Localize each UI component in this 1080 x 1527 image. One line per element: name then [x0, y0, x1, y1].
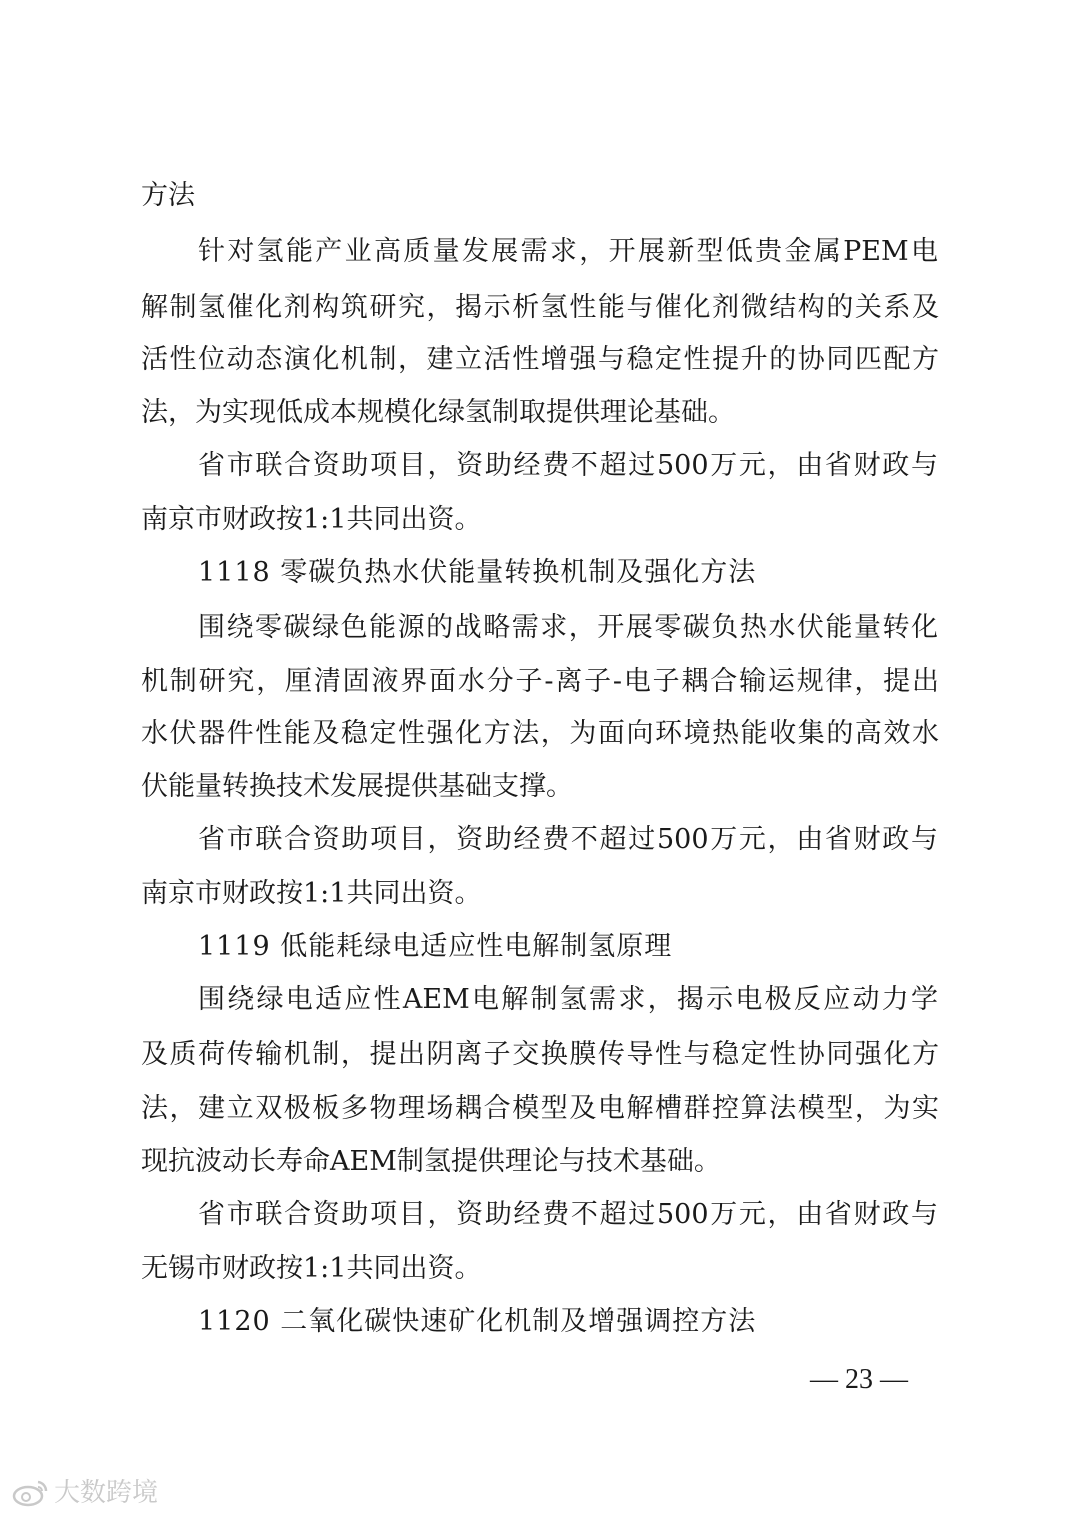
text-line: 围绕绿电适应性AEM电解制氢需求，揭示电极反应动力学	[198, 984, 938, 1015]
text-line: 活性位动态演化机制，建立活性增强与稳定性提升的协同匹配方	[141, 344, 939, 375]
text-line: 省市联合资助项目，资助经费不超过500万元，由省财政与	[198, 824, 938, 855]
text-line: 伏能量转换技术发展提供基础支撑。	[141, 771, 573, 802]
text-line: 南京市财政按1:1共同出资。	[141, 504, 482, 535]
text-line: 法，建立双极板多物理场耦合模型及电解槽群控算法模型，为实	[141, 1093, 939, 1124]
text-line: 法，为实现低成本规模化绿氢制取提供理论基础。	[141, 397, 735, 428]
text-line: 水伏器件性能及稳定性强化方法，为面向环境热能收集的高效水	[141, 718, 939, 749]
text-line: 解制氢催化剂构筑研究，揭示析氢性能与催化剂微结构的关系及	[141, 292, 939, 323]
section-heading: 1120 二氧化碳快速矿化机制及增强调控方法	[198, 1306, 757, 1337]
watermark-text: 大数跨境	[54, 1478, 159, 1508]
text-line: 南京市财政按1:1共同出资。	[141, 878, 482, 909]
text-line: 针对氢能产业高质量发展需求，开展新型低贵金属PEM电	[198, 236, 938, 267]
section-heading: 1119 低能耗绿电适应性电解制氢原理	[198, 931, 673, 962]
text-line: 无锡市财政按1:1共同出资。	[141, 1253, 482, 1284]
text-line: 省市联合资助项目，资助经费不超过500万元，由省财政与	[198, 1199, 938, 1230]
page-number: — 23 —	[810, 1364, 908, 1395]
text-line: 机制研究，厘清固液界面水分子-离子-电子耦合输运规律，提出	[141, 666, 939, 697]
watermark	[10, 1476, 158, 1510]
text-line: 方法	[141, 180, 195, 211]
text-line: 现抗波动长寿命AEM制氢提供理论与技术基础。	[141, 1146, 721, 1177]
section-heading: 1118 零碳负热水伏能量转换机制及强化方法	[198, 557, 757, 588]
text-line: 及质荷传输机制，提出阴离子交换膜传导性与稳定性协同强化方	[141, 1039, 939, 1070]
text-line: 省市联合资助项目，资助经费不超过500万元，由省财政与	[198, 450, 938, 481]
text-line: 围绕零碳绿色能源的战略需求，开展零碳负热水伏能量转化	[198, 612, 938, 643]
weibo-logo-icon	[10, 1478, 50, 1508]
